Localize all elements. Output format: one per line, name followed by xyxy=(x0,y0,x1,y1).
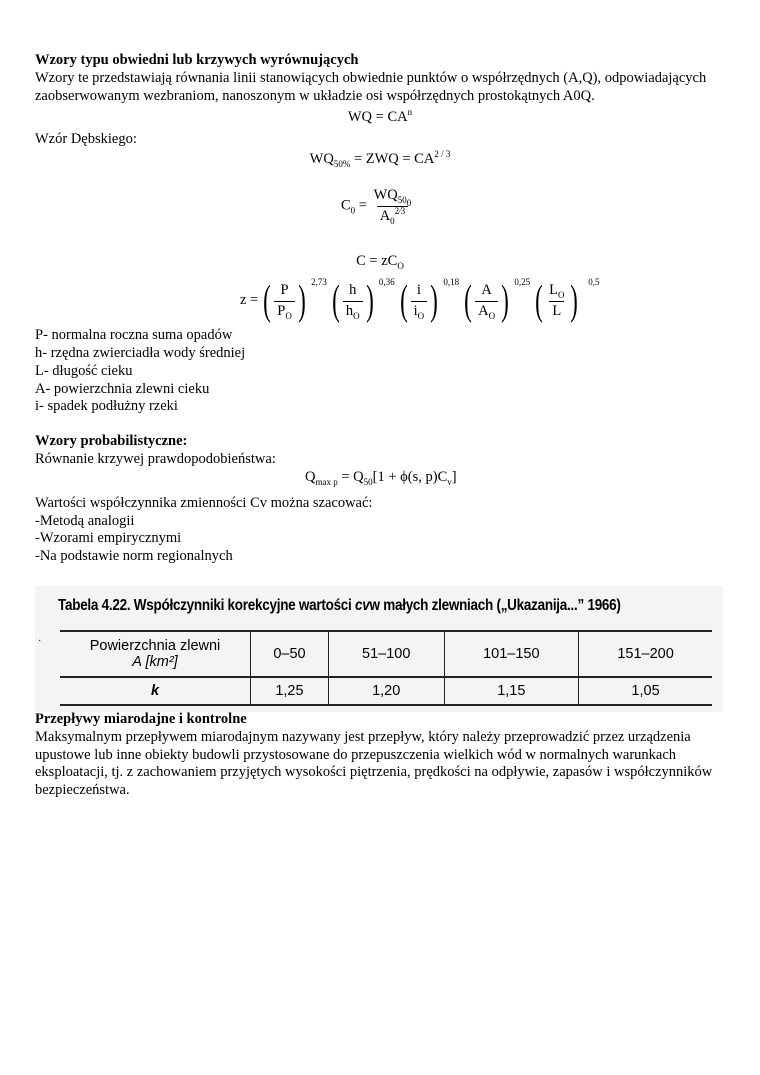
section-title-probabilistic: Wzory probabilistyczne: xyxy=(35,433,188,450)
equation-wq: WQ = $CA^n$ xyxy=(347,107,413,126)
debski-label: Wzór Dębskiego: xyxy=(35,131,137,148)
scanned-table xyxy=(35,586,723,712)
legend-list xyxy=(35,327,725,416)
z-term-i: ( $\frac{i}{i_O}$ ) 0,18 xyxy=(399,277,460,325)
table-row xyxy=(60,677,712,705)
table-cell: 1,25 xyxy=(251,677,329,705)
equation-wq50: $WQ_{50\%}$ = ZWQ = $CA^{2 / 3}$ xyxy=(309,149,451,170)
envelope-paragraph: Wzory te przedstawiają równania linii stanowiących obwiednie punktów o współrzędnych (A,Q), odpowiadających zaobserwowanym wezbraniom, nanoszonym w układzie osi współrzędnych prostokątnych A0Q. xyxy=(35,69,707,104)
section-flows xyxy=(35,711,725,800)
z-term-a: ( $\frac{A}{A_O}$ ) 0,25 xyxy=(464,277,531,325)
equation-c0: $C_0$ = $\frac{WQ_{50_0}}{A_0^{2⁄3}}$ xyxy=(341,187,412,226)
correction-table xyxy=(60,630,712,706)
equation-z: z = ( $\frac{P}{P_O}$ ) 2,73 ( $\frac{h}{h_O}$ ) 0,36 ( $\frac{i}{i_O}$ ) 0,18 ( $\frac{A}{A_O}$ ) 0,25 ( $\frac{L_O}{L}$ ) 0,5 xyxy=(240,277,600,325)
table-header-cell: 101–150 xyxy=(444,631,579,677)
section-title-flows: Przepływy miarodajne i kontrolne xyxy=(35,711,247,727)
table-cell: 1,05 xyxy=(579,677,712,705)
table-row xyxy=(60,631,712,677)
legend-item: P- normalna roczna suma opadów xyxy=(35,327,233,344)
document-page xyxy=(35,52,725,566)
curve-label: Równanie krzywej prawdopodobieństwa: xyxy=(35,450,276,467)
legend-item: A- powierzchnia zlewni cieku xyxy=(35,380,210,397)
legend-item: h- rzędna zwierciadła wody średniej xyxy=(35,344,246,361)
table-caption: Tabela 4.22. Współczynniki korekcyjne wartości cvw małych zlewniach („Ukazanija...” 1966) xyxy=(58,597,621,614)
table-cell: 1,15 xyxy=(444,677,579,705)
table-header-cell: 51–100 xyxy=(328,631,444,677)
section-title-envelope: Wzory typu obwiedni lub krzywych wyrównujących xyxy=(35,52,359,68)
method-item: -Metodą analogii xyxy=(35,512,135,529)
z-term-l: ( $\frac{L_O}{L}$ ) 0,5 xyxy=(535,277,600,325)
equation-c: $C = zC_O$ xyxy=(356,253,404,272)
z-term-p: ( $\frac{P}{P_O}$ ) 2,73 xyxy=(263,277,327,325)
z-term-h: ( $\frac{h}{h_O}$ ) 0,36 xyxy=(331,277,395,325)
table-header-cell: 0–50 xyxy=(251,631,329,677)
table-cell: 1,20 xyxy=(328,677,444,705)
flows-paragraph: Maksymalnym przepływem miarodajnym nazywany jest przepływ, który należy przeprowadzić przez urządzenia upustowe lub inne obiekty budowli przystosowane do przepuszczenia wielkich wód w normalnych warunkach eksploatacji, tj. z zachowaniem przyjętych wysokości piętrzenia, prędkości na odpływie, zapasów i współczynników bezpieczeństwa. xyxy=(35,728,713,799)
table-row-label: k xyxy=(60,677,251,705)
scan-dot: · xyxy=(38,636,42,647)
method-item: -Na podstawie norm regionalnych xyxy=(35,548,233,565)
method-item: -Wzorami empirycznymi xyxy=(35,530,182,547)
equation-qmax: $Q_{max p} = Q_{50}[1 + \phi(s$, $p)C_v$] xyxy=(305,468,457,487)
cv-text: Wartości współczynnika zmienności Cv można szacować: xyxy=(35,494,373,511)
table-header-label: Powierzchnia zlewni A [km²] xyxy=(60,631,251,677)
table-header-cell: 151–200 xyxy=(579,631,712,677)
legend-item: i- spadek podłużny rzeki xyxy=(35,398,178,415)
legend-item: L- długość cieku xyxy=(35,362,133,379)
